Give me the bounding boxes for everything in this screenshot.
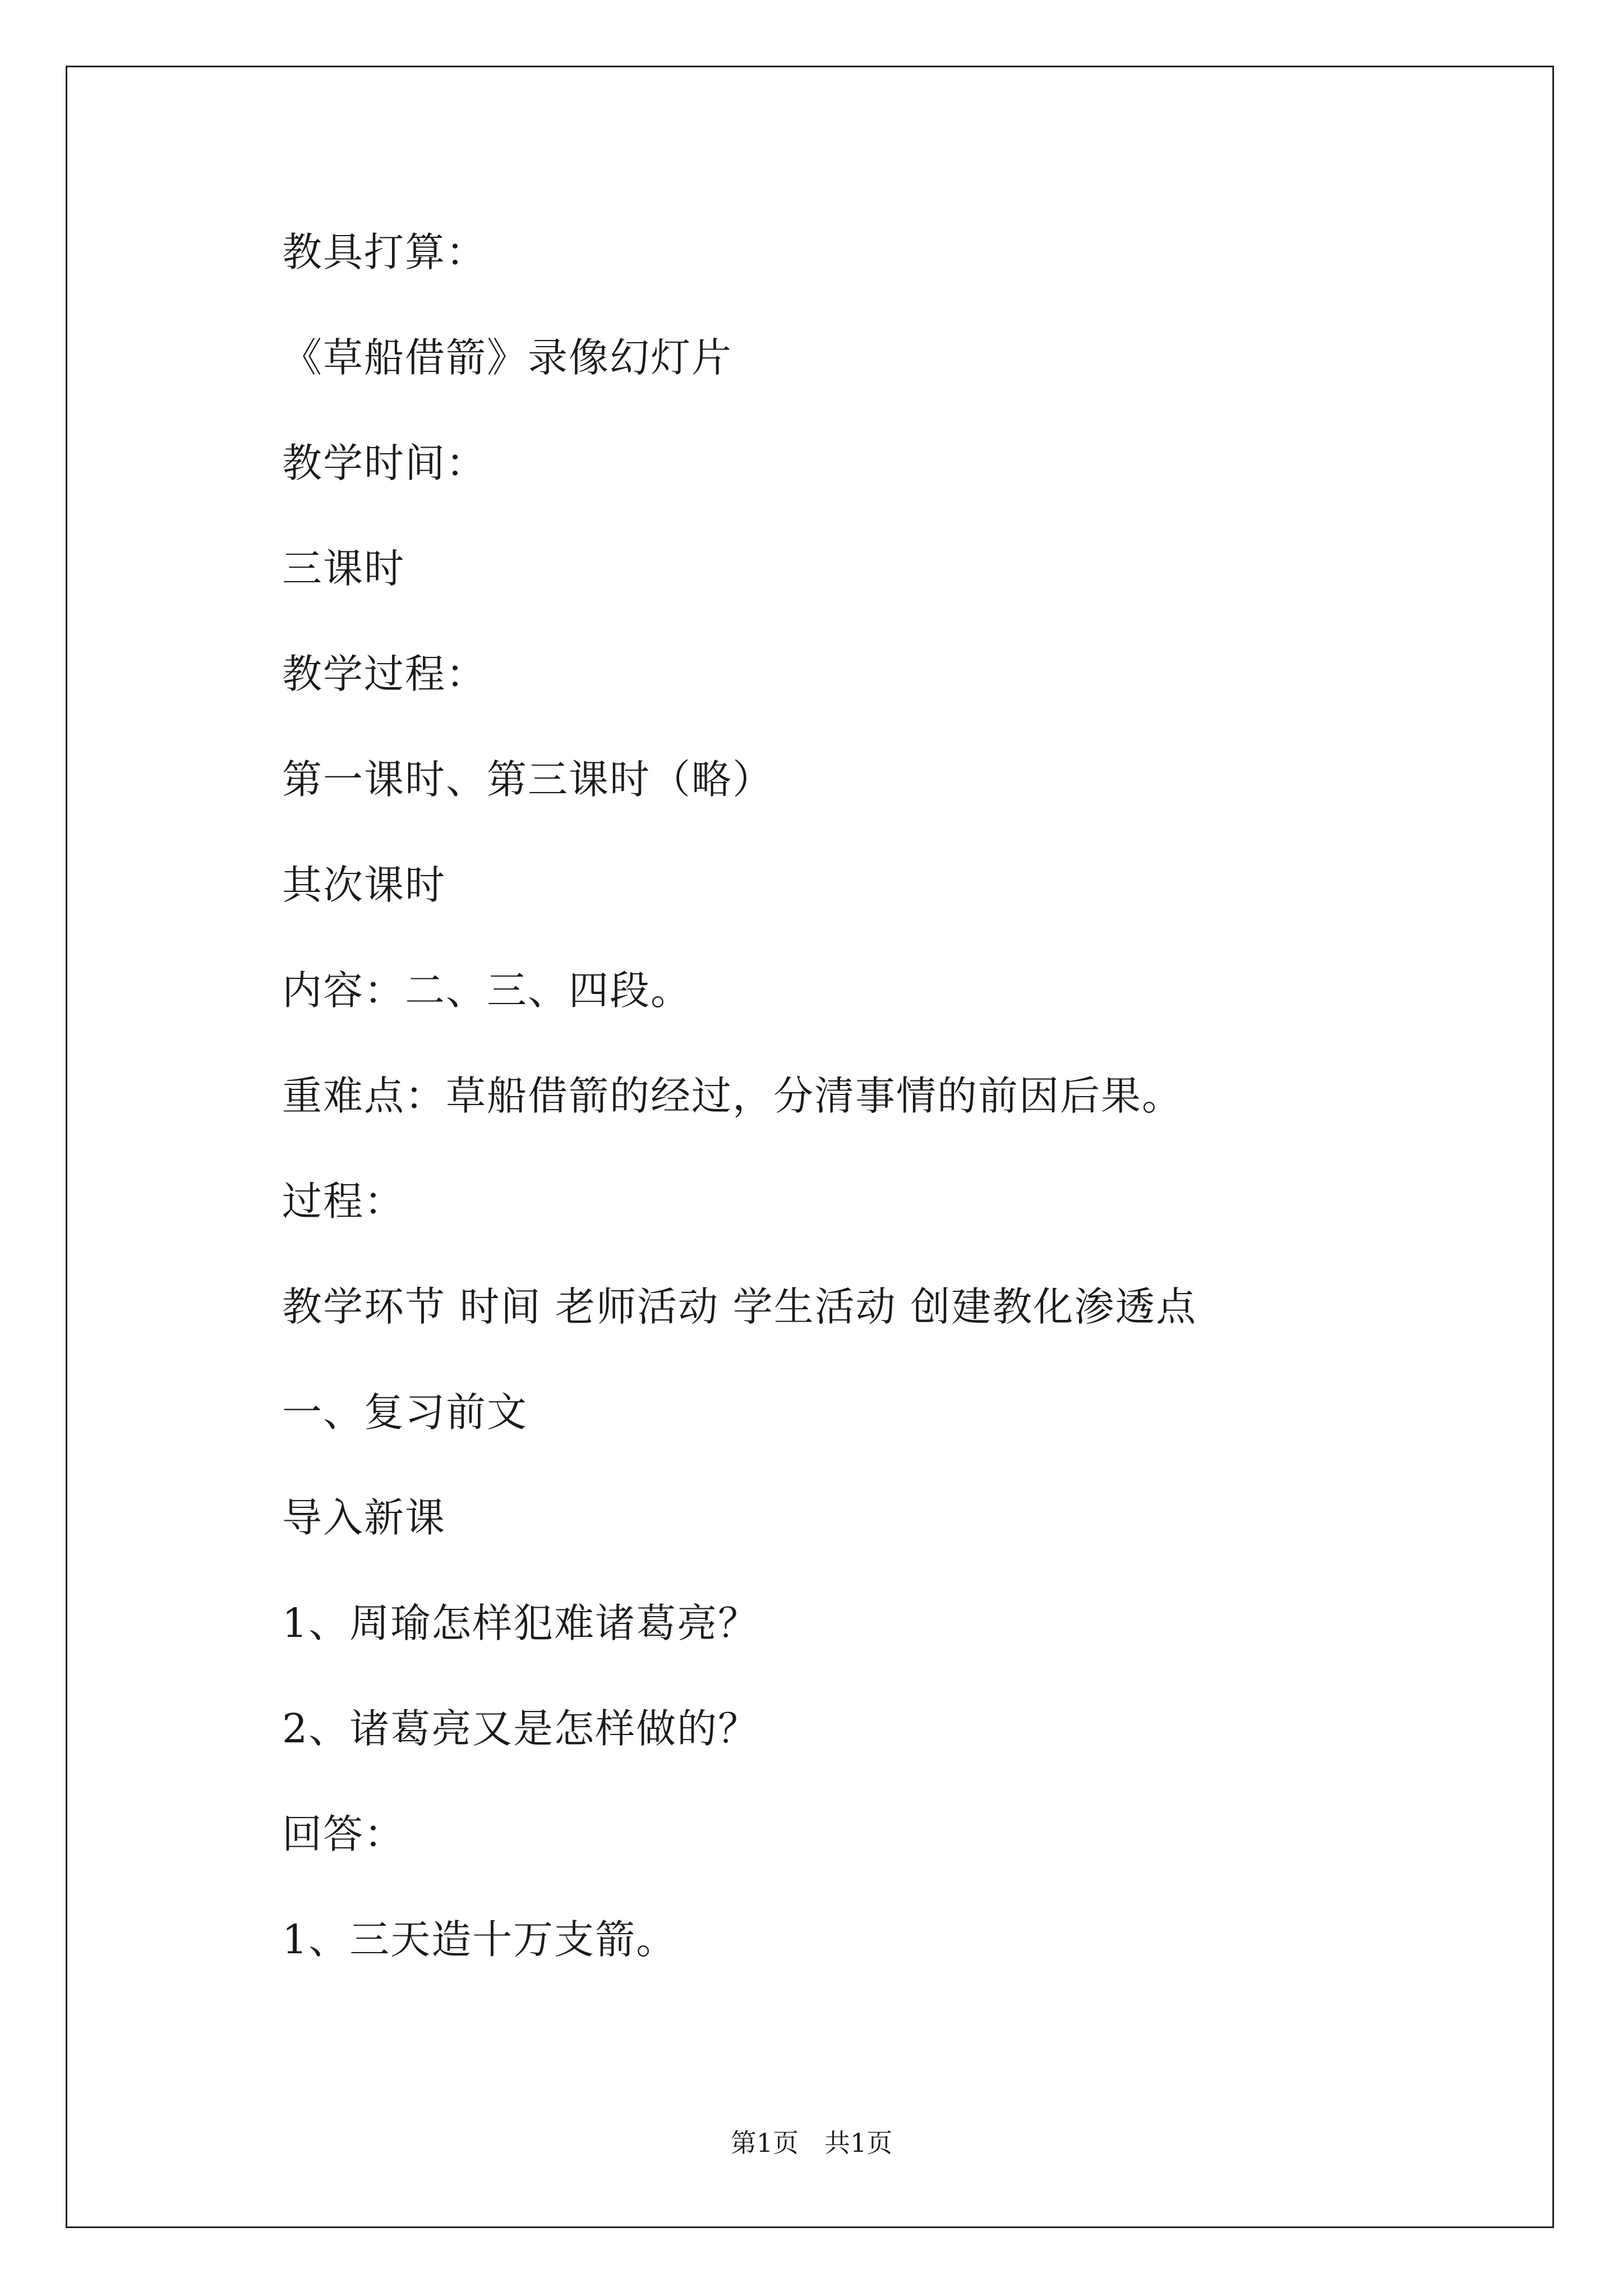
text-line: 教学环节 时间 老师活动 学生活动 创建教化渗透点	[282, 1283, 1197, 1330]
text-line: 过程：	[282, 1178, 405, 1225]
page-border	[66, 66, 1554, 2228]
text-line: 教学时间：	[282, 440, 487, 486]
text-line: 教学过程：	[282, 651, 487, 697]
text-line: 其次课时	[282, 862, 446, 908]
text-line: 内容：二、三、四段。	[282, 967, 692, 1014]
text-line: 第一课时、第三课时（略）	[282, 756, 774, 803]
text-line: 导入新课	[282, 1494, 446, 1541]
text-line: 1、周瑜怎样犯难诸葛亮？	[282, 1600, 759, 1646]
text-line: 三课时	[282, 545, 405, 592]
text-line: 一、复习前文	[282, 1389, 528, 1435]
text-line: 2、诸葛亮又是怎样做的？	[282, 1705, 759, 1752]
text-line: 教具打算：	[282, 229, 487, 275]
text-line: 1、三天造十万支箭。	[282, 1916, 677, 1963]
text-line: 《草船借箭》录像幻灯片	[282, 334, 733, 381]
page-footer: 第1页 共1页	[730, 2128, 893, 2158]
text-line: 重难点：草船借箭的经过，分清事情的前因后果。	[282, 1073, 1183, 1119]
text-line: 回答：	[282, 1811, 405, 1857]
